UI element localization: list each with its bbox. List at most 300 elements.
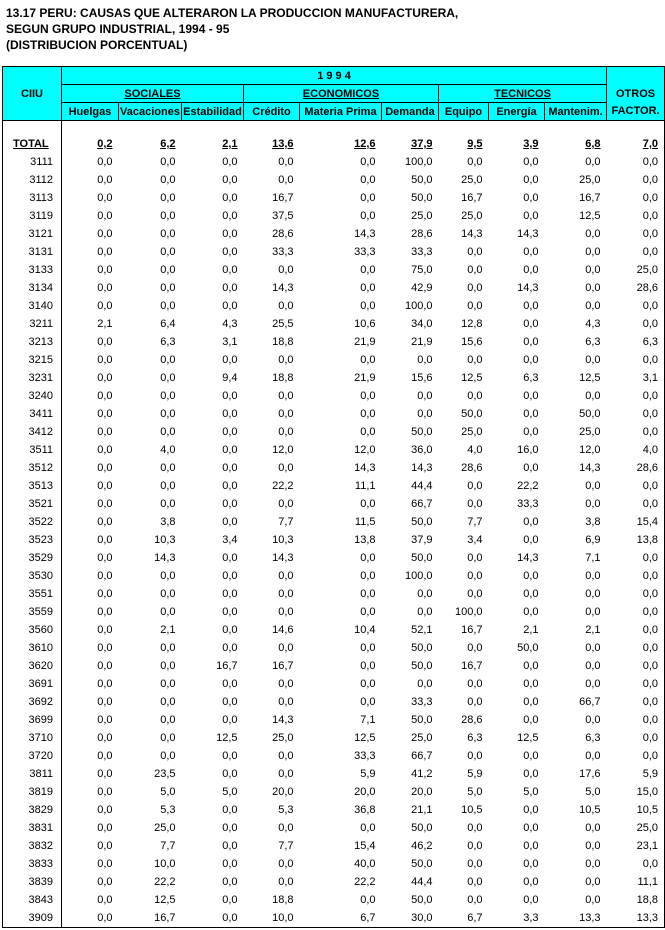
- cell-value: 0,0: [467, 894, 483, 906]
- cell-value: 0,0: [97, 786, 113, 798]
- cell-value: 0,0: [222, 894, 238, 906]
- cell-value: 28,6: [607, 279, 665, 297]
- cell-value: 0,0: [278, 426, 294, 438]
- cell-value: 0,0: [97, 246, 113, 258]
- cell-value: 0,0: [160, 282, 176, 294]
- total-value: 3,9: [523, 138, 539, 150]
- col-header-mantenimiento: Mantenim.: [545, 103, 607, 121]
- col-header-credito: Crédito: [244, 103, 300, 121]
- cell-value: 3,1: [222, 336, 238, 348]
- cell-value: 0,0: [97, 714, 113, 726]
- ciiu-code: 3240: [3, 387, 62, 405]
- table-row: [3, 387, 665, 405]
- cell-value: 12,5: [461, 372, 483, 384]
- table-row: [3, 585, 665, 603]
- header-group-tecnicos: [439, 85, 607, 103]
- cell-value: 14,3: [579, 462, 601, 474]
- cell-value: 0,0: [160, 696, 176, 708]
- cell-value: 0,0: [97, 696, 113, 708]
- cell-value: 0,0: [467, 300, 483, 312]
- table-row: [3, 531, 665, 549]
- table-row: [3, 891, 665, 909]
- cell-value: 0,0: [222, 876, 238, 888]
- cell-value: 0,0: [222, 228, 238, 240]
- cell-value: 0,0: [360, 894, 376, 906]
- table-row: [3, 477, 665, 495]
- cell-value: 0,0: [278, 174, 294, 186]
- cell-value: 0,0: [222, 606, 238, 618]
- cell-value: 14,3: [411, 462, 433, 474]
- cell-value: 0,0: [278, 750, 294, 762]
- cell-value: 0,0: [222, 354, 238, 366]
- cell-value: 50,0: [411, 858, 433, 870]
- cell-value: 2,1: [585, 624, 601, 636]
- table-row: [3, 225, 665, 243]
- cell-value: 0,0: [360, 660, 376, 672]
- cell-value: 0,0: [607, 657, 665, 675]
- cell-value: 12,0: [579, 444, 601, 456]
- cell-value: 0,0: [607, 855, 665, 873]
- cell-value: 15,0: [607, 783, 665, 801]
- cell-value: 7,7: [467, 516, 483, 528]
- table-row: [3, 675, 665, 693]
- cell-value: 0,0: [607, 747, 665, 765]
- table-row: [3, 405, 665, 423]
- cell-value: 2,1: [97, 318, 113, 330]
- table-row: [3, 855, 665, 873]
- cell-value: 66,7: [411, 750, 433, 762]
- cell-value: 0,0: [523, 516, 539, 528]
- cell-value: 0,0: [585, 678, 601, 690]
- table-row: [3, 441, 665, 459]
- cell-value: 0,0: [278, 606, 294, 618]
- cell-value: 0,0: [467, 390, 483, 402]
- ciiu-code: 3819: [3, 783, 62, 801]
- ciiu-code: 3829: [3, 801, 62, 819]
- header-group-economicos: [244, 85, 439, 103]
- cell-value: 0,0: [278, 768, 294, 780]
- cell-value: 7,7: [278, 840, 294, 852]
- cell-value: 0,0: [160, 210, 176, 222]
- cell-value: 0,0: [523, 192, 539, 204]
- cell-value: 33,3: [411, 696, 433, 708]
- cell-value: 18,8: [272, 336, 294, 348]
- table-row: [3, 819, 665, 837]
- tecnicos-label: TECNICOS: [494, 87, 551, 100]
- cell-value: 0,0: [222, 444, 238, 456]
- cell-value: 0,0: [278, 696, 294, 708]
- cell-value: 0,0: [523, 264, 539, 276]
- cell-value: 0,0: [360, 210, 376, 222]
- cell-value: 13,8: [354, 534, 376, 546]
- cell-value: 0,0: [160, 174, 176, 186]
- cell-value: 14,3: [517, 552, 539, 564]
- cell-value: 0,0: [97, 228, 113, 240]
- header-otros-top-spacer: [607, 67, 665, 85]
- cell-value: 0,0: [523, 750, 539, 762]
- cell-value: 0,0: [160, 588, 176, 600]
- cell-value: 0,0: [523, 858, 539, 870]
- ciiu-code: 3522: [3, 513, 62, 531]
- cell-value: 10,5: [461, 804, 483, 816]
- table-row: [3, 729, 665, 747]
- col-header-otros-factor: FACTOR.: [607, 103, 665, 121]
- cell-value: 0,0: [278, 588, 294, 600]
- ciiu-code: 3843: [3, 891, 62, 909]
- cell-value: 10,3: [272, 534, 294, 546]
- cell-value: 0,0: [417, 678, 433, 690]
- cell-value: 50,0: [411, 174, 433, 186]
- ciiu-code: 3832: [3, 837, 62, 855]
- cell-value: 44,4: [411, 480, 433, 492]
- cell-value: 0,0: [607, 693, 665, 711]
- cell-value: 11,5: [354, 516, 376, 528]
- cell-value: 0,0: [360, 642, 376, 654]
- cell-value: 0,0: [222, 750, 238, 762]
- cell-value: 0,0: [585, 894, 601, 906]
- cell-value: 0,0: [585, 858, 601, 870]
- cell-value: 10,0: [244, 909, 300, 928]
- cell-value: 41,2: [411, 768, 433, 780]
- ciiu-code: 3513: [3, 477, 62, 495]
- data-table: [2, 66, 665, 928]
- cell-value: 0,0: [160, 390, 176, 402]
- table-row: [3, 837, 665, 855]
- cell-value: 28,6: [461, 714, 483, 726]
- cell-value: 0,0: [97, 840, 113, 852]
- cell-value: 0,0: [97, 192, 113, 204]
- cell-value: 0,0: [607, 315, 665, 333]
- cell-value: 0,0: [360, 822, 376, 834]
- cell-value: 0,0: [97, 480, 113, 492]
- cell-value: 6,3: [160, 336, 176, 348]
- cell-value: 0,0: [222, 570, 238, 582]
- table-header: [3, 67, 665, 121]
- cell-value: 0,0: [467, 570, 483, 582]
- cell-value: 0,0: [467, 480, 483, 492]
- cell-value: 0,0: [222, 174, 238, 186]
- cell-value: 12,5: [354, 732, 376, 744]
- cell-value: 3,1: [607, 369, 665, 387]
- cell-value: 4,3: [585, 318, 601, 330]
- cell-value: 0,0: [607, 387, 665, 405]
- cell-value: 16,7: [461, 660, 483, 672]
- cell-value: 36,8: [354, 804, 376, 816]
- cell-value: 0,0: [97, 174, 113, 186]
- cell-value: 0,0: [607, 603, 665, 621]
- ciiu-code: 3523: [3, 531, 62, 549]
- cell-value: 0,0: [585, 246, 601, 258]
- cell-value: 33,3: [354, 246, 376, 258]
- ciiu-code: 3620: [3, 657, 62, 675]
- cell-value: 14,3: [272, 552, 294, 564]
- total-value: 37,9: [411, 138, 433, 150]
- cell-value: 12,5: [517, 732, 539, 744]
- table-row: [3, 639, 665, 657]
- ciiu-code: 3111: [3, 153, 62, 171]
- ciiu-code: 3811: [3, 765, 62, 783]
- cell-value: 0,0: [97, 516, 113, 528]
- cell-value: 0,0: [160, 354, 176, 366]
- cell-value: 0,0: [160, 192, 176, 204]
- cell-value: 37,5: [272, 210, 294, 222]
- total-value: 13,6: [272, 138, 294, 150]
- cell-value: 0,0: [160, 246, 176, 258]
- table-body: [3, 121, 665, 928]
- ciiu-code: 3412: [3, 423, 62, 441]
- spacer-row: [3, 121, 665, 136]
- cell-value: 0,0: [523, 300, 539, 312]
- cell-value: 0,0: [607, 351, 665, 369]
- cell-value: 0,0: [160, 264, 176, 276]
- cell-value: 46,2: [411, 840, 433, 852]
- cell-value: 25,0: [411, 732, 433, 744]
- cell-value: 23,5: [154, 768, 176, 780]
- cell-value: 0,0: [278, 462, 294, 474]
- cell-value: 5,0: [585, 786, 601, 798]
- cell-value: 0,0: [467, 876, 483, 888]
- ciiu-code: 3231: [3, 369, 62, 387]
- cell-value: 0,0: [523, 804, 539, 816]
- cell-value: 0,0: [607, 729, 665, 747]
- cell-value: 50,0: [411, 714, 433, 726]
- cell-value: 0,0: [360, 390, 376, 402]
- cell-value: 14,6: [272, 624, 294, 636]
- cell-value: 0,0: [523, 534, 539, 546]
- cell-value: 0,0: [523, 156, 539, 168]
- cell-value: 0,0: [607, 621, 665, 639]
- cell-value: 0,0: [97, 372, 113, 384]
- cell-value: 3,4: [467, 534, 483, 546]
- cell-value: 0,0: [585, 300, 601, 312]
- cell-value: 0,0: [222, 804, 238, 816]
- cell-value: 0,0: [278, 408, 294, 420]
- ciiu-code: 3134: [3, 279, 62, 297]
- cell-value: 0,0: [278, 300, 294, 312]
- total-value: 6,8: [585, 138, 601, 150]
- total-value: 6,2: [160, 138, 176, 150]
- cell-value: 25,0: [461, 210, 483, 222]
- cell-value: 14,3: [461, 228, 483, 240]
- table-row: [3, 207, 665, 225]
- cell-value: 0,0: [97, 750, 113, 762]
- cell-value: 0,0: [97, 534, 113, 546]
- cell-value: 0,0: [97, 264, 113, 276]
- cell-value: 0,0: [360, 282, 376, 294]
- header-ciiu: CIIU: [3, 67, 62, 121]
- cell-value: 44,4: [411, 876, 433, 888]
- cell-value: 0,0: [607, 225, 665, 243]
- cell-value: 0,0: [222, 588, 238, 600]
- cell-value: 0,0: [222, 678, 238, 690]
- cell-value: 0,0: [222, 426, 238, 438]
- cell-value: 0,0: [222, 642, 238, 654]
- cell-value: 0,0: [585, 840, 601, 852]
- cell-value: 0,0: [278, 858, 294, 870]
- cell-value: 0,0: [222, 246, 238, 258]
- cell-value: 0,0: [360, 552, 376, 564]
- cell-value: 0,0: [360, 570, 376, 582]
- header-group-sociales: [62, 85, 244, 103]
- cell-value: 0,0: [97, 588, 113, 600]
- cell-value: 0,0: [97, 354, 113, 366]
- cell-value: 0,0: [523, 588, 539, 600]
- ciiu-code: 3521: [3, 495, 62, 513]
- cell-value: 0,0: [222, 858, 238, 870]
- cell-value: 0,0: [607, 711, 665, 729]
- cell-value: 5,0: [222, 786, 238, 798]
- ciiu-code: 3131: [3, 243, 62, 261]
- ciiu-code: 3909: [3, 909, 62, 928]
- table-row: [3, 261, 665, 279]
- cell-value: 0,0: [97, 570, 113, 582]
- cell-value: 0,0: [222, 714, 238, 726]
- cell-value: 50,0: [579, 408, 601, 420]
- cell-value: 0,0: [222, 408, 238, 420]
- cell-value: 0,0: [467, 588, 483, 600]
- cell-value: 15,6: [461, 336, 483, 348]
- cell-value: 18,8: [607, 891, 665, 909]
- cell-value: 23,1: [607, 837, 665, 855]
- cell-value: 6,3: [523, 372, 539, 384]
- cell-value: 100,0: [404, 156, 433, 168]
- ciiu-code: 3710: [3, 729, 62, 747]
- cell-value: 0,0: [222, 390, 238, 402]
- cell-value: 25,0: [579, 174, 601, 186]
- cell-value: 18,8: [272, 372, 294, 384]
- ciiu-code: 3133: [3, 261, 62, 279]
- cell-value: 0,0: [160, 156, 176, 168]
- cell-value: 0,0: [97, 552, 113, 564]
- cell-value: 10,5: [579, 804, 601, 816]
- cell-value: 0,0: [585, 750, 601, 762]
- cell-value: 7,7: [160, 840, 176, 852]
- cell-value: 13,3: [607, 909, 665, 928]
- cell-value: 0,0: [607, 675, 665, 693]
- cell-value: 0,0: [160, 498, 176, 510]
- table-row: [3, 423, 665, 441]
- cell-value: 0,0: [467, 696, 483, 708]
- table-row: [3, 189, 665, 207]
- cell-value: 0,0: [222, 498, 238, 510]
- cell-value: 4,0: [467, 444, 483, 456]
- cell-value: 0,0: [607, 639, 665, 657]
- cell-value: 20,0: [272, 786, 294, 798]
- cell-value: 14,3: [354, 462, 376, 474]
- cell-value: 0,0: [607, 207, 665, 225]
- ciiu-code: 3559: [3, 603, 62, 621]
- cell-value: 0,0: [222, 300, 238, 312]
- cell-value: 0,0: [467, 264, 483, 276]
- cell-value: 0,0: [523, 894, 539, 906]
- cell-value: 50,0: [411, 552, 433, 564]
- cell-value: 13,8: [607, 531, 665, 549]
- total-value: 0,2: [97, 138, 113, 150]
- cell-value: 0,0: [97, 822, 113, 834]
- cell-value: 0,0: [523, 660, 539, 672]
- cell-value: 0,0: [278, 570, 294, 582]
- cell-value: 22,2: [272, 480, 294, 492]
- cell-value: 0,0: [585, 390, 601, 402]
- cell-value: 6,3: [585, 336, 601, 348]
- cell-value: 21,9: [354, 336, 376, 348]
- cell-value: 0,0: [97, 426, 113, 438]
- col-header-vacaciones: Vacaciones: [119, 103, 182, 121]
- cell-value: 5,9: [607, 765, 665, 783]
- cell-value: 0,0: [523, 210, 539, 222]
- cell-value: 16,0: [517, 444, 539, 456]
- cell-value: 0,0: [222, 624, 238, 636]
- cell-value: 3,3: [489, 909, 545, 928]
- ciiu-code: 3411: [3, 405, 62, 423]
- col-header-equipo: Equipo: [439, 103, 489, 121]
- total-value: 7,0: [607, 135, 665, 153]
- cell-value: 0,0: [222, 156, 238, 168]
- table-row: [3, 711, 665, 729]
- cell-value: 10,0: [154, 858, 176, 870]
- cell-value: 0,0: [467, 840, 483, 852]
- cell-value: 16,7: [272, 660, 294, 672]
- cell-value: 15,4: [354, 840, 376, 852]
- cell-value: 14,3: [272, 282, 294, 294]
- cell-value: 28,6: [461, 462, 483, 474]
- cell-value: 22,2: [154, 876, 176, 888]
- cell-value: 0,0: [278, 876, 294, 888]
- cell-value: 33,3: [411, 246, 433, 258]
- cell-value: 0,0: [585, 876, 601, 888]
- cell-value: 12,5: [579, 372, 601, 384]
- cell-value: 0,0: [97, 732, 113, 744]
- ciiu-code: 3211: [3, 315, 62, 333]
- table-row: [3, 279, 665, 297]
- col-header-materia-prima: Materia Prima: [300, 103, 382, 121]
- table-row: [3, 171, 665, 189]
- cell-value: 0,0: [97, 642, 113, 654]
- cell-value: 0,0: [278, 678, 294, 690]
- cell-value: 21,1: [411, 804, 433, 816]
- cell-value: 5,3: [278, 804, 294, 816]
- cell-value: 0,0: [360, 678, 376, 690]
- cell-value: 25,0: [607, 261, 665, 279]
- cell-value: 21,9: [354, 372, 376, 384]
- cell-value: 0,0: [97, 498, 113, 510]
- cell-value: 12,0: [272, 444, 294, 456]
- cell-value: 0,0: [222, 768, 238, 780]
- cell-value: 0,0: [523, 318, 539, 330]
- cell-value: 6,4: [160, 318, 176, 330]
- cell-value: 0,0: [222, 282, 238, 294]
- cell-value: 0,0: [467, 642, 483, 654]
- cell-value: 0,0: [467, 552, 483, 564]
- cell-value: 22,2: [354, 876, 376, 888]
- cell-value: 10,5: [607, 801, 665, 819]
- ciiu-code: 3560: [3, 621, 62, 639]
- col-header-estabilidad: Estabilidad: [182, 103, 244, 121]
- cell-value: 100,0: [454, 606, 483, 618]
- cell-value: 0,0: [417, 588, 433, 600]
- cell-value: 25,0: [411, 210, 433, 222]
- cell-value: 0,0: [523, 570, 539, 582]
- table-row: [3, 873, 665, 891]
- cell-value: 0,0: [523, 606, 539, 618]
- cell-value: 30,0: [382, 909, 439, 928]
- header-otros: OTROS: [607, 85, 665, 103]
- table-row: [3, 783, 665, 801]
- cell-value: 50,0: [411, 660, 433, 672]
- cell-value: 0,0: [97, 660, 113, 672]
- ciiu-code: 3112: [3, 171, 62, 189]
- table-row: [3, 621, 665, 639]
